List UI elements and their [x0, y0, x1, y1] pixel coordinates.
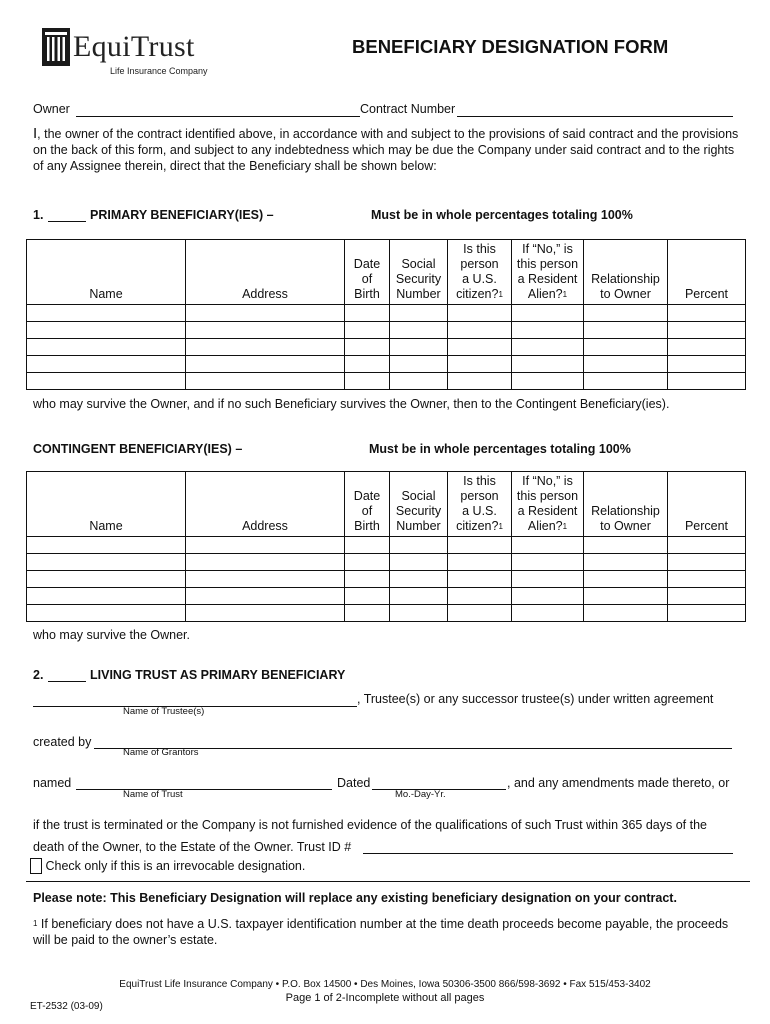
- owner-field[interactable]: [76, 102, 360, 117]
- intro-text: , the owner of the contract identified above, in accordance with and subject to the provisions of said contract and the provisions on the back of this form, and subject to any indebtedness which may be due the Company under said contract and to the rights of any Assignee therein, direct that the Beneficiary shall be shown below:: [33, 127, 739, 173]
- header-ssn: Social Security Number: [390, 240, 448, 305]
- trustee-name-field[interactable]: [33, 692, 357, 707]
- table-row[interactable]: [27, 571, 746, 588]
- divider: [26, 881, 750, 882]
- header-dob: Date of Birth: [345, 472, 390, 537]
- trust-id-field[interactable]: [363, 839, 733, 854]
- header-percent: Percent: [668, 240, 746, 305]
- header-citizen-text: Is this person a U.S. citizen?: [456, 474, 499, 533]
- trustee-caption: Name of Trustee(s): [123, 706, 205, 717]
- trust-terminated-text: if the trust is terminated or the Company is not furnished evidence of the qualifications of such Trust within 365 days of the: [33, 818, 707, 832]
- primary-title: PRIMARY BENEFICIARY(IES) –: [90, 208, 274, 222]
- header-ssn: Social Security Number: [390, 472, 448, 537]
- created-by-label: created by: [33, 735, 92, 749]
- brand-name: EquiTrust: [73, 30, 195, 63]
- footer-page: Page 1 of 2-Incomplete without all pages: [285, 992, 485, 1004]
- primary-check-field[interactable]: [48, 207, 86, 222]
- footnote-ref: 1: [498, 290, 503, 299]
- primary-section-number: 1.: [33, 208, 44, 222]
- amendments-text: , and any amendments made thereto, or: [507, 776, 730, 790]
- trust-section-number: 2.: [33, 668, 44, 682]
- grantors-caption: Name of Grantors: [123, 747, 199, 758]
- contract-number-field[interactable]: [457, 102, 733, 117]
- irrevocable-label: Check only if this is an irrevocable designation.: [45, 859, 306, 873]
- irrevocable-row: [30, 858, 305, 874]
- header-citizen: [448, 240, 512, 305]
- table-header-row: [27, 472, 746, 537]
- date-caption: Mo.-Day-Yr.: [395, 789, 446, 800]
- header-citizen-text: Is this person a U.S. citizen?: [456, 242, 499, 301]
- dated-label: Dated: [337, 776, 371, 790]
- trust-name-field[interactable]: [76, 775, 332, 790]
- contingent-beneficiary-table: [26, 471, 746, 622]
- header-dob: Date of Birth: [345, 240, 390, 305]
- trust-title: LIVING TRUST AS PRIMARY BENEFICIARY: [90, 668, 346, 682]
- trust-check-field[interactable]: [48, 667, 86, 682]
- footer-address: EquiTrust Life Insurance Company • P.O. Box 14500 • Des Moines, Iowa 50306-3500 866/598-3692 • Fax 515/453-3402: [119, 979, 651, 990]
- table-row[interactable]: [27, 305, 746, 322]
- contingent-survive-text: who may survive the Owner.: [33, 628, 191, 642]
- trustee-text: , Trustee(s) or any successor trustee(s) under written agreement: [357, 692, 714, 706]
- table-header-row: [27, 240, 746, 305]
- header-relationship: Relationship to Owner: [584, 472, 668, 537]
- header-resident-text: If “No,” is this person a Resident Alien?: [516, 474, 579, 533]
- table-row[interactable]: [27, 537, 746, 554]
- trust-date-field[interactable]: [372, 775, 506, 790]
- table-row[interactable]: [27, 554, 746, 571]
- form-id: ET-2532 (03-09): [30, 1001, 103, 1012]
- table-row[interactable]: [27, 356, 746, 373]
- table-row[interactable]: [27, 339, 746, 356]
- intro-paragraph: [33, 126, 739, 174]
- primary-survive-text: who may survive the Owner, and if no such Beneficiary survives the Owner, then to the Contingent Beneficiary(ies).: [33, 397, 670, 411]
- footnote-ref: 1: [562, 522, 568, 531]
- please-note: Please note: This Beneficiary Designation will replace any existing beneficiary designation on your contract.: [33, 891, 677, 905]
- owner-label: Owner: [33, 102, 70, 116]
- footnote-ref: 1: [562, 290, 568, 299]
- header-name: Name: [27, 240, 186, 305]
- header-address: Address: [186, 472, 345, 537]
- table-row[interactable]: [27, 588, 746, 605]
- contingent-percent-note: Must be in whole percentages totaling 100%: [369, 442, 631, 456]
- equitrust-logo: [42, 26, 242, 78]
- header-percent: Percent: [668, 472, 746, 537]
- header-resident: [512, 240, 584, 305]
- table-row[interactable]: [27, 322, 746, 339]
- intro-first-letter: I: [33, 125, 38, 142]
- primary-percent-note: Must be in whole percentages totaling 100%: [371, 208, 633, 222]
- contingent-title: CONTINGENT BENEFICIARY(IES) –: [33, 442, 243, 456]
- building-columns-icon: [42, 28, 70, 66]
- footnote-mark: 1: [33, 919, 38, 928]
- header-name: Name: [27, 472, 186, 537]
- form-title: BENEFICIARY DESIGNATION FORM: [352, 36, 669, 57]
- trust-death-text: death of the Owner, to the Estate of the Owner. Trust ID #: [33, 840, 352, 854]
- table-row[interactable]: [27, 373, 746, 390]
- trust-name-caption: Name of Trust: [123, 789, 183, 800]
- table-row[interactable]: [27, 605, 746, 622]
- footnote: [33, 916, 739, 948]
- named-label: named: [33, 776, 72, 790]
- primary-beneficiary-table: [26, 239, 746, 390]
- brand-subtitle: Life Insurance Company: [110, 66, 208, 76]
- header-resident-text: If “No,” is this person a Resident Alien?: [516, 242, 579, 301]
- contract-number-label: Contract Number: [360, 102, 456, 116]
- footnote-ref: 1: [498, 522, 503, 531]
- header-relationship: Relationship to Owner: [584, 240, 668, 305]
- header-address: Address: [186, 240, 345, 305]
- header-resident: [512, 472, 584, 537]
- header-citizen: [448, 472, 512, 537]
- irrevocable-checkbox[interactable]: [30, 858, 42, 874]
- footnote-text: If beneficiary does not have a U.S. taxpayer identification number at the time death proceeds become payable, the proceeds will be paid to the owner’s estate.: [33, 917, 729, 947]
